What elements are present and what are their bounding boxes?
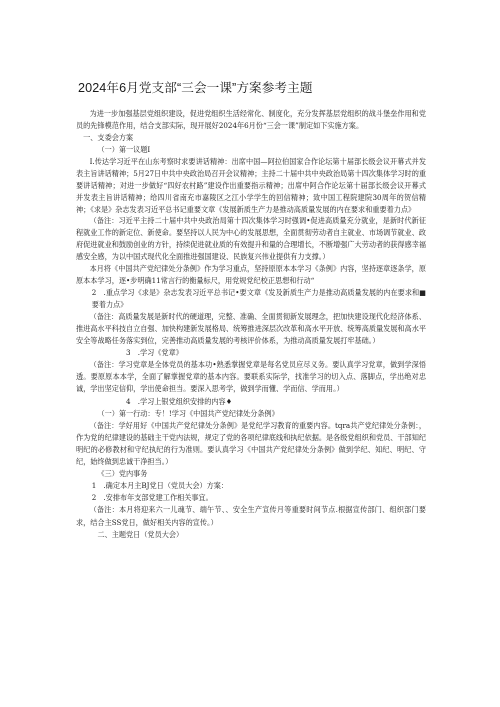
numbered-item: 1 .确定本月主BJ党日（党员大会）方案： — [91, 481, 229, 491]
numbered-item: 3 .学习《党章》 — [126, 348, 183, 358]
section-heading: 二、主题党日（党员大会） — [97, 529, 184, 539]
page-title: 2024年6月党支部“三会一课”方案参考主题 — [78, 81, 313, 95]
numbered-item: 2 .安排布年支部党建工作相关事宜。 — [91, 493, 213, 503]
subsection-heading: 《三）党内事务 — [97, 469, 148, 479]
section-heading: 一、支委会方案 — [83, 133, 134, 143]
body-paragraph: 本月将《中国共产党纪律处分条例》作为学习重点，坚持原原本本学习《条例》内容，坚持逐章逐条学，原原本本学习，逐•步明确11常言行的衡量标尺，用党规党纪校正思想和行动“ — [76, 263, 426, 285]
note-paragraph: （备注：学习党章是全体党员的基本功•熟悉掌握党章是每名党员应尽义务。要认真学习党章，做到学深悟透。要原原本本学，全面了解掌握党章的基本内容。要联系实际学，找准学习的切入点、落脚点，学出绝对忠诚，学出坚定信仰，学出使命担当。要深入思考学，做到学而懂、学而信、学而用。） — [76, 360, 426, 394]
note-paragraph: （备注：习近平主持二十届中共中央政治局第十四次集体学习时强调•促进高质量充分就业，是新时代新征程就业工作的新定位、新使命。要坚持以人民为中心的发展思想，全面贯彻劳动者自主就业、市场调节就业、政府促进就业和鼓励创业的方针，持续促进就业质的有效提升和量的合理增长，不断增强广大劳动者的获得感幸福感安全感，为以中国式现代化全面推进强国建设、民族复兴伟业提供有力支撑。） — [76, 216, 426, 261]
document-body — [76, 108, 426, 541]
intro-paragraph: 为进一步加强基层党组织建设，促进党组织生活经常化、制度化，充分发挥基层党组织的战斗堡垒作用和党员的先锋模范作用，结合支部实际，现开展好2024年6月份“三会一课”制定如下实施方案。 — [76, 109, 426, 131]
note-paragraph: （备注：学好用好《中国共产党纪律处分条例》是党纪学习教育的重要内容。tqra共产党纪律处分条例：，作为党的纪律建设的基础主干党内法规，规定了党的各项纪律底线和执纪依据。是各级党组织和党员、干部知纪明纪的必修教材和守纪执纪的行为准则。要认真学习《中国共产党纪律处分条例》做到学纪、知纪、明纪、守纪，始终做到忠诚干净担当。） — [76, 420, 426, 467]
note-paragraph: （备注：本月将迎来六一儿魂节、端午节、、安全生产宣传月等重要时间节点.根据宣传部门、组织部门要求，结合主SS党日，做好相关内容的宣传。） — [76, 505, 426, 527]
numbered-item: 4 .学习上银党组织安排的内容♦ — [126, 396, 233, 406]
subsection-heading: （一）第一议题I — [97, 145, 151, 155]
note-paragraph: （备注：高质量发展是新时代的硬道理，完整、准确、全面贯彻新发展理念，把加快建设现代化经济体系、推进高水平科技自立自强、加快构建新发展格局、统筹推进深层次改革和高水平开放、统筹高质量发展和高水平安全等战略任务落实到位，完善推动高质量发展的考核评价体系，为推动高质量发展打牢基础。） — [76, 311, 426, 346]
body-paragraph: I.传达学习近平在山东考察时求要讲话精神：出席中国—阿拉伯国家合作论坛第十届部长级会议开幕式并发表主旨讲话精神；5月27日中共中央政治局召开会议精神；主持二十届中共中央政治局第十四次集体学习时的重要讲话精神；对进一步做好“四好农村路”建设作出重要指示精神；出席中阿合作论坛第十届部长级会议开幕式并发表主旨讲话精神；给四川省南充市嘉陵区之江小学学生的回信精神；致中国工程院建院30周年的贺信精神；《求是》杂志发表习近平总书记重要文章《发展新质生产力是推动高质量发展的内在要求和重要着力点》 — [76, 157, 426, 214]
subsection-heading: （一）第一行动：专！!学习《中国共产党纪律处分条例》 — [97, 408, 279, 418]
numbered-item: 2 .重点学习《求是》杂志发表习近平总书记•要文章《发及新质生产力是推动高质量发展的内在要求和■要着力点》 — [91, 287, 426, 309]
